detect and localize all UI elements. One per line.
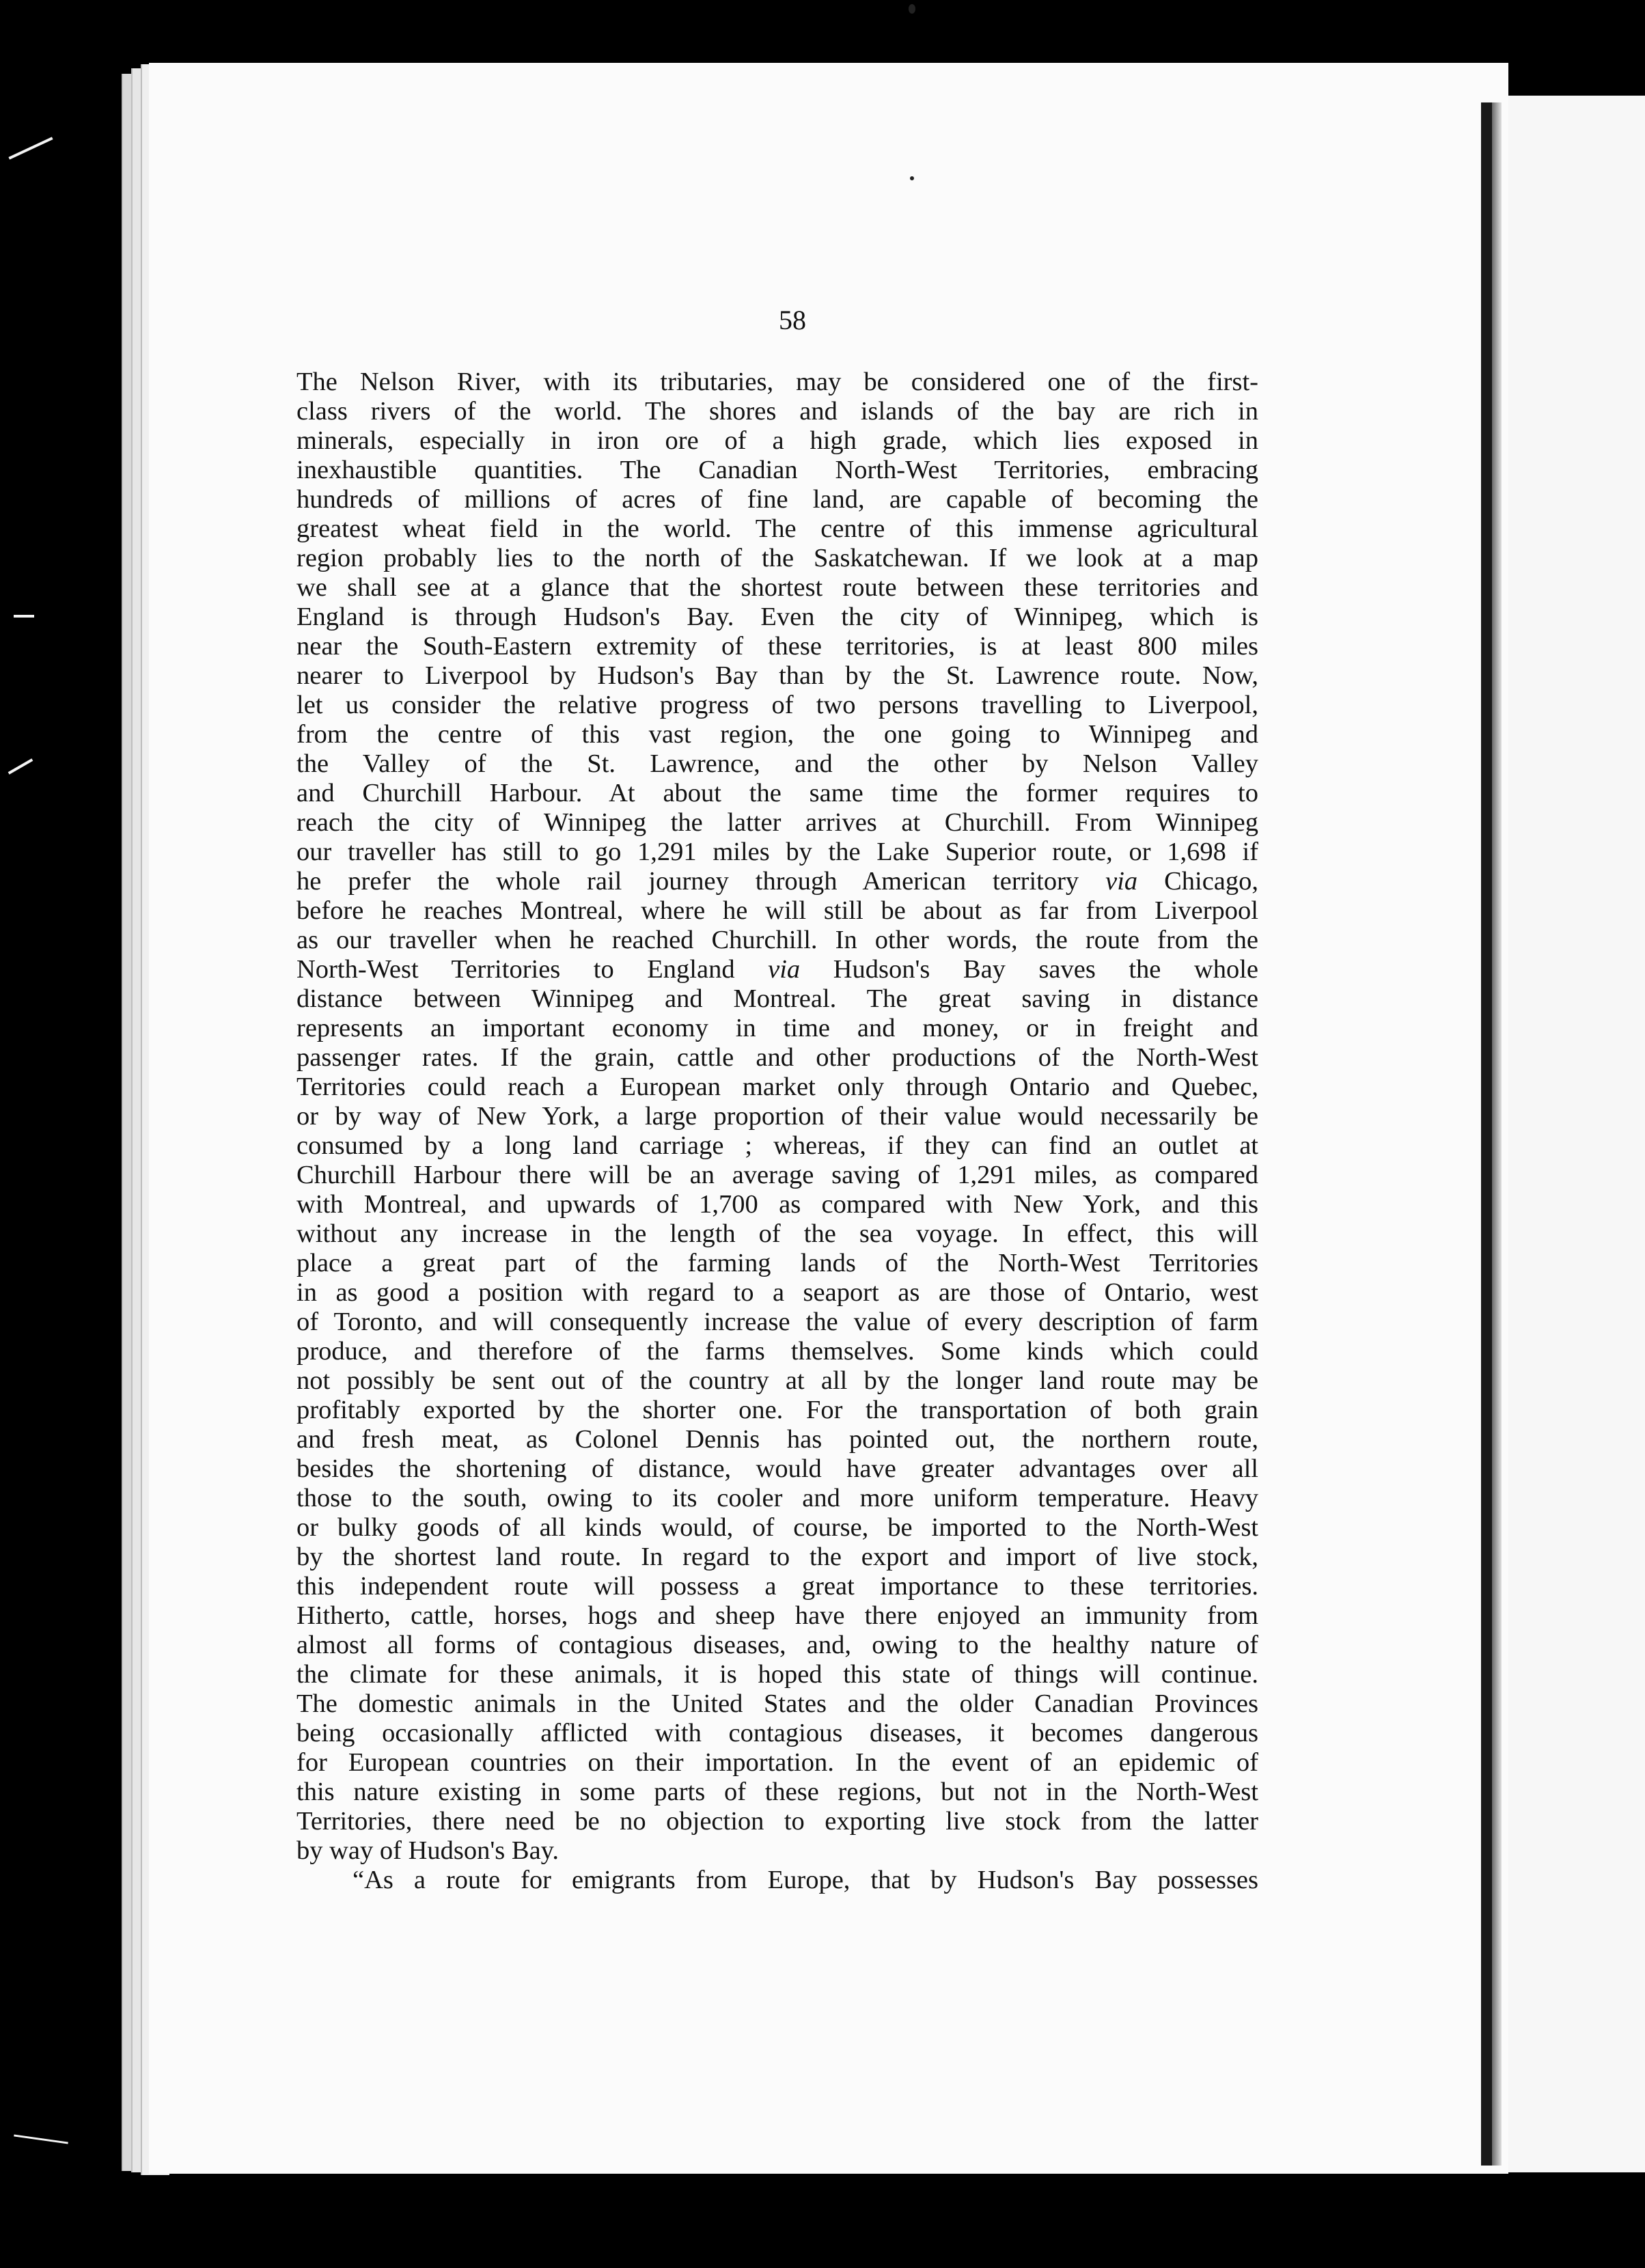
text-line: The Nelson River, with its tributaries, may be considered one of the first- — [296, 368, 1258, 396]
body-text — [296, 368, 1258, 1895]
text-line: this independent route will possess a great importance to these territories. — [296, 1572, 1258, 1601]
italic-word: via — [1105, 867, 1138, 896]
spine-shadow — [1492, 102, 1502, 2166]
text-line: before he reaches Montreal, where he will still be about as far from Liverpool — [296, 896, 1258, 925]
text-line: consumed by a long land carriage ; whereas, if they can find an outlet at — [296, 1131, 1258, 1160]
text-line: of Toronto, and will consequently increase the value of every description of farm — [296, 1308, 1258, 1336]
text-line: minerals, especially in iron ore of a high grade, which lies exposed in — [296, 426, 1258, 455]
text-line: with Montreal, and upwards of 1,700 as compared with New York, and this — [296, 1190, 1258, 1219]
text-line-paragraph-end: by way of Hudson's Bay. — [296, 1836, 559, 1865]
text-line: he prefer the whole rail journey through American territory via Chicago, — [296, 867, 1259, 896]
scan-mark — [14, 615, 34, 618]
text-line: we shall see at a glance that the shortest route between these territories and — [296, 573, 1258, 602]
text-line: as our traveller when he reached Churchill. In other words, the route from the — [296, 926, 1258, 954]
text-line: class rivers of the world. The shores and islands of the bay are rich in — [296, 397, 1258, 426]
text-line: the Valley of the St. Lawrence, and the other by Nelson Valley — [296, 749, 1258, 778]
text-line: by the shortest land route. In regard to the export and import of live stock, — [296, 1543, 1258, 1571]
text-line: hundreds of millions of acres of fine land, are capable of becoming the — [296, 485, 1258, 514]
scan-mark — [14, 2134, 68, 2144]
text-line: or by way of New York, a large proportion of their value would necessarily be — [296, 1102, 1258, 1131]
text-line: Hitherto, cattle, horses, hogs and sheep have there enjoyed an immunity from — [296, 1601, 1258, 1630]
italic-word: via — [768, 955, 801, 984]
text-line: place a great part of the farming lands of the North-West Territories — [296, 1249, 1258, 1277]
text-line: from the centre of this vast region, the one going to Winnipeg and — [296, 720, 1258, 749]
text-line: The domestic animals in the United States and the older Canadian Provinces — [296, 1689, 1258, 1718]
text-line: let us consider the relative progress of two persons travelling to Liverpool, — [296, 691, 1258, 719]
text-line: produce, and therefore of the farms themselves. Some kinds which could — [296, 1337, 1258, 1366]
text-line: passenger rates. If the grain, cattle and other productions of the North-West — [296, 1043, 1258, 1072]
text-line: in as good a position with regard to a seaport as are those of Ontario, west — [296, 1278, 1258, 1307]
text-line: almost all forms of contagious diseases, and, owing to the healthy nature of — [296, 1631, 1258, 1659]
scan-speck — [909, 4, 915, 14]
text-line: Territories, there need be no objection to exporting live stock from the latter — [296, 1807, 1258, 1836]
text-line-new-paragraph: “As a route for emigrants from Europe, that by Hudson's Bay possesses — [352, 1866, 1258, 1894]
text-line: greatest wheat field in the world. The centre of this immense agricultural — [296, 514, 1258, 543]
text-line: our traveller has still to go 1,291 miles by the Lake Superior route, or 1,698 if — [296, 838, 1258, 866]
text-line: Churchill Harbour there will be an average saving of 1,291 miles, as compared — [296, 1161, 1258, 1189]
text-line: reach the city of Winnipeg the latter arrives at Churchill. From Winnipeg — [296, 808, 1258, 837]
text-line: being occasionally afflicted with contagious diseases, it becomes dangerous — [296, 1719, 1258, 1747]
text-line: not possibly be sent out of the country at all by the longer land route may be — [296, 1366, 1258, 1395]
book-spine — [1481, 102, 1492, 2166]
text-line: distance between Winnipeg and Montreal. The great saving in distance — [296, 984, 1258, 1013]
text-line: near the South-Eastern extremity of these territories, is at least 800 miles — [296, 632, 1258, 661]
text-line: and Churchill Harbour. At about the same time the former requires to — [296, 779, 1258, 807]
text-line: region probably lies to the north of the Saskatchewan. If we look at a map — [296, 544, 1258, 572]
text-line: England is through Hudson's Bay. Even the city of Winnipeg, which is — [296, 603, 1258, 631]
text-line: Territories could reach a European market only through Ontario and Quebec, — [296, 1073, 1258, 1101]
scan-speck — [910, 176, 914, 180]
text-line: represents an important economy in time and money, or in freight and — [296, 1014, 1258, 1042]
text-line: besides the shortening of distance, would have greater advantages over all — [296, 1454, 1258, 1483]
text-line: this nature existing in some parts of these regions, but not in the North-West — [296, 1778, 1258, 1806]
text-line: for European countries on their importation. In the event of an epidemic of — [296, 1748, 1258, 1777]
page-number: 58 — [779, 305, 806, 335]
facing-page — [1500, 96, 1645, 2172]
text-line: profitably exported by the shorter one. For the transportation of both grain — [296, 1396, 1258, 1424]
text-line: and fresh meat, as Colonel Dennis has pointed out, the northern route, — [296, 1425, 1258, 1454]
text-line: those to the south, owing to its cooler and more uniform temperature. Heavy — [296, 1484, 1258, 1512]
text-line: the climate for these animals, it is hoped this state of things will continue. — [296, 1660, 1258, 1689]
text-line: inexhaustible quantities. The Canadian North-West Territories, embracing — [296, 456, 1258, 484]
scan-mark — [8, 758, 33, 774]
text-line: or bulky goods of all kinds would, of course, be imported to the North-West — [296, 1513, 1258, 1542]
text-line: nearer to Liverpool by Hudson's Bay than by the St. Lawrence route. Now, — [296, 661, 1258, 690]
text-line: without any increase in the length of the sea voyage. In effect, this will — [296, 1219, 1258, 1248]
scan-mark — [8, 137, 53, 159]
text-line: North-West Territories to England via Hudson's Bay saves the whole — [296, 955, 1259, 984]
